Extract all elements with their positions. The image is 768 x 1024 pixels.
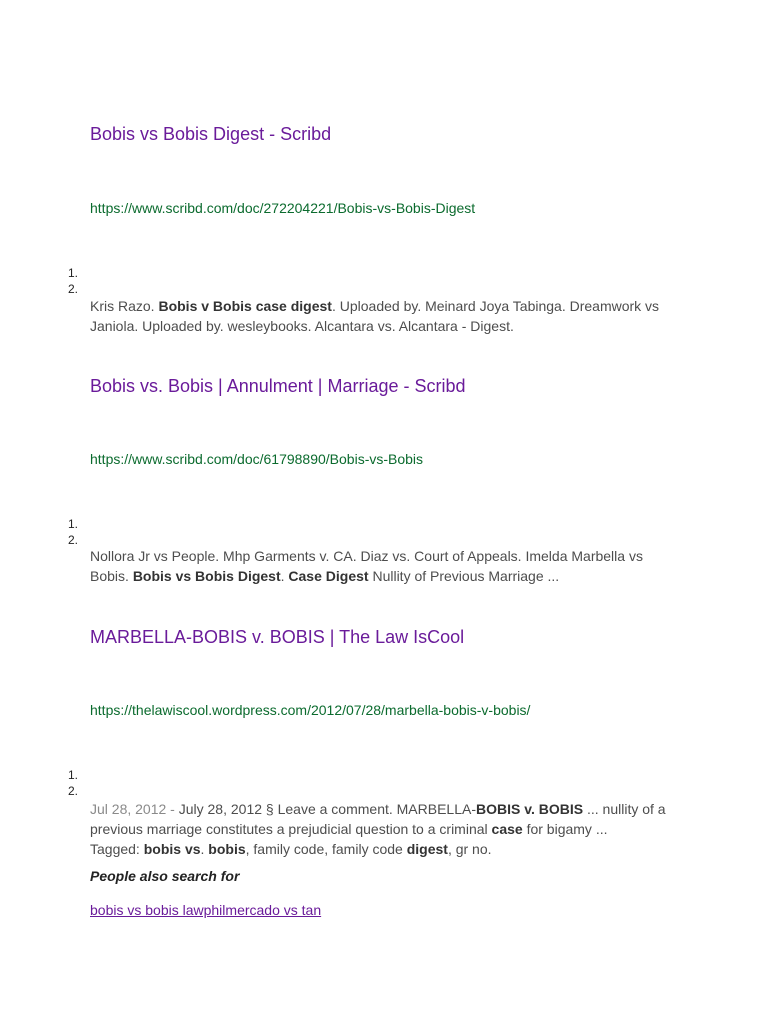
result-2-url: https://www.scribd.com/doc/61798890/Bobis-vs-Bobis [90, 451, 424, 467]
tag-highlight: bobis [208, 841, 246, 857]
list-marker-1: 1. [68, 768, 79, 782]
snippet-text: July 28, 2012 § Leave a comment. MARBELLA- [178, 801, 477, 817]
result-1-url: https://www.scribd.com/doc/272204221/Bobis-vs-Bobis-Digest [90, 200, 476, 216]
snippet-highlight: case [491, 821, 523, 837]
result-3-title-link[interactable]: MARBELLA-BOBIS v. BOBIS | The Law IsCool [90, 627, 465, 647]
snippet-text: for bigamy ... [522, 821, 608, 837]
result-3-url: https://thelawiscool.wordpress.com/2012/07/28/marbella-bobis-v-bobis/ [90, 702, 531, 718]
result-1-numbered-list [68, 265, 78, 297]
result-2-snippet [90, 546, 680, 586]
tag-highlight: digest [406, 841, 448, 857]
result-date: Jul 28, 2012 - [90, 801, 179, 817]
list-marker-2: 2. [68, 282, 79, 296]
snippet-highlight: Bobis v Bobis case digest [158, 298, 332, 314]
people-also-search-heading: People also search for [90, 868, 240, 884]
tag-highlight: bobis vs [143, 841, 201, 857]
snippet-highlight: BOBIS v. BOBIS [476, 801, 584, 817]
result-2-title-link[interactable]: Bobis vs. Bobis | Annulment | Marriage - Scribd [90, 376, 466, 396]
snippet-text: Nullity of Previous Marriage ... [368, 568, 560, 584]
result-2-numbered-list [68, 516, 78, 548]
snippet-text: . [200, 841, 209, 857]
snippet-text: , gr no. [447, 841, 492, 857]
snippet-text: . Uploaded by. Meinard Joya Tabinga. Dreamwork vs Janiola. Uploaded by. wesleybooks. Alcantara vs. Alcantara - Digest. [90, 298, 660, 334]
result-1-title-link[interactable]: Bobis vs Bobis Digest - Scribd [90, 124, 332, 144]
snippet-text: Kris Razo. [90, 298, 159, 314]
snippet-text: ... nullity of a previous marriage constitutes a prejudicial question to a criminal [90, 801, 666, 837]
result-3-numbered-list [68, 767, 78, 799]
tagged-label: Tagged: [90, 841, 144, 857]
list-marker-2: 2. [68, 533, 79, 547]
snippet-highlight: Case Digest [288, 568, 369, 584]
related-search-link[interactable]: bobis vs bobis lawphilmercado vs tan [90, 902, 322, 918]
snippet-highlight: Bobis vs Bobis Digest [132, 568, 281, 584]
list-marker-1: 1. [68, 517, 79, 531]
result-3-snippet [90, 799, 680, 859]
snippet-text: . [280, 568, 289, 584]
snippet-text: Nollora Jr vs People. Mhp Garments v. CA. Diaz vs. Court of Appeals. Imelda Marbella vs Bobis. [90, 548, 643, 584]
snippet-text: , family code, family code [245, 841, 407, 857]
result-1-snippet [90, 296, 680, 336]
list-marker-2: 2. [68, 784, 79, 798]
list-marker-1: 1. [68, 266, 79, 280]
